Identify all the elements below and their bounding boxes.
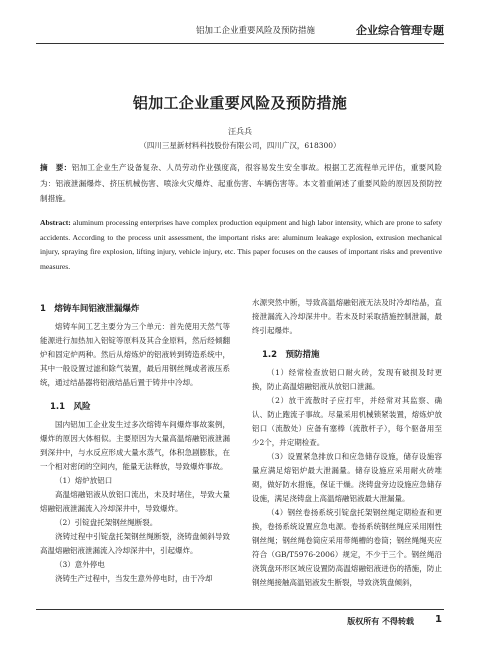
left-column bbox=[40, 296, 230, 586]
journal-section: 企业综合管理专题 bbox=[356, 24, 444, 37]
measure-1: （1）经常检查放铝口耐火砖，发现有破损及时更换，防止高温熔融铝液从放铝口泄漏。 bbox=[252, 368, 442, 391]
page-number: 1 bbox=[435, 614, 442, 625]
risk-item-1-text: 高温熔融铝液从放铝口流出，未及时堵住，导致大量熔融铝液泄漏流入冷却深井中，导致爆炸。 bbox=[40, 490, 230, 513]
abstract-cn-text: 铝加工企业生产设备复杂、人员劳动作业强度高，很容易发生安全事故。根据工艺流程单元评估，重要风险为：铝液泄漏爆炸、挤压机械伤害、喷涂火灾爆炸、起重伤害、车辆伤害等。本文着重阐述了重要风险的原因及预防控制措施。 bbox=[40, 163, 443, 203]
page-footer bbox=[36, 609, 444, 634]
measure-2: （2）放干流散时子应打牢，并经常对其监察、确认、防止跑流子事故。尽量采用机械锁紧装置，熔炼炉放铝口（流散处）应备有塞棒（流散杆子），每个驱备用至少2个，并定期检查。 bbox=[252, 396, 442, 447]
section-1-1-heading: 1.1 风险 bbox=[50, 402, 91, 412]
risk-item-1-title: （1）熔炉放铝口 bbox=[55, 476, 113, 485]
section-1-2-heading: 1.2 预防措施 bbox=[262, 350, 320, 360]
section-1-heading: 1 熔铸车间铝液泄漏爆炸 bbox=[40, 304, 140, 314]
risk-item-2-title: （2）引锭盘托架钢丝绳断裂。 bbox=[55, 518, 158, 527]
section-1-paragraph: 熔铸车间工艺主要分为三个单元：首先使用天然气等能源进行加热加入铝锭等原料及其合金原料，然后经倾翻炉和固定炉两种。然后从熔炼炉的铝液转到铸造系统中，其中一般设置过滤和除气装置，最后用钢丝绳或者液压系统，通过结晶器将铝液结晶后置于铸井中冷却。 bbox=[40, 322, 230, 387]
measure-3: （3）设置紧急排放口和应急储存设施，储存设施容量应满足熔铝炉最大泄漏量。储存设施应采用耐火砖堆砌，做好防水措施，保证干燥。浇铸盘旁边设施应急储存设施，满足浇铸盘上高温熔融铝液最大泄漏量。 bbox=[252, 452, 442, 503]
abstract-en-label: Abstract: bbox=[40, 218, 71, 227]
risk-item-3-title: （3）意外停电 bbox=[55, 560, 105, 569]
continued-paragraph: 水源突然中断，导致高温熔融铝液无法及时冷却结晶，直接泄漏流入冷却深井中。若未及时采取措施控制泄漏，最终引起爆炸。 bbox=[252, 298, 442, 335]
running-title: 铝加工企业重要风险及预防措施 bbox=[196, 26, 316, 36]
copyright-note: 版权所有 不得转载 bbox=[347, 617, 414, 626]
abstract-cn-label: 摘 要： bbox=[40, 163, 72, 172]
abstract-cn bbox=[40, 160, 442, 207]
right-column bbox=[252, 296, 442, 590]
section-1-1-paragraph: 国内铝加工企业发生过多次熔铸车间爆炸事故案例，爆炸的原因大体相似。主要原因为大量高温熔融铝液泄漏到深井中，与水反应形成大量水蒸气，体积急剧膨胀，在一个相对密闭的空间内，能量无法释放，导致爆炸事故。 bbox=[40, 420, 230, 471]
abstract-en-text: aluminum processing enterprises have complex production equipment and high labor intensity, which are prone to safety accidents. According to the process unit assessment, the important risks are: aluminum leakage explosion, extrusion mechanical injury, spraying fire explosion, lifting injury, vehicle injury, etc. This paper focuses on the causes of important risks and preventive measures. bbox=[40, 218, 442, 271]
article-title: 铝加工企业重要风险及预防措施 bbox=[132, 94, 348, 112]
article-affiliation: （四川三星新材料科技股份有限公司，四川广汉，618300） bbox=[139, 141, 341, 150]
article-author: 汪兵兵 bbox=[228, 127, 252, 136]
running-header bbox=[36, 21, 444, 44]
risk-item-3-text: 浇铸生产过程中，当发生意外停电时，由于冷却 bbox=[55, 574, 213, 583]
risk-item-2-text: 浇铸过程中引锭盘托架钢丝绳断裂，浇铸盘倾斜导致高温熔融铝液泄漏流入冷却深井中，引起爆炸。 bbox=[40, 532, 230, 555]
abstract-en bbox=[40, 216, 442, 274]
measure-4: （4）钢丝卷扬系统引锭盘托架钢丝绳定期检查和更换，卷扬系统设置应急电源。卷扬系统钢丝绳应采用刚性钢丝绳；钢丝绳卷筒应采用带绳槽的卷筒；钢丝绳绳夹应符合（GB/T5976-2006）规定，不少于三个。钢丝绳沿浇筑盘环形区域应设置防高温熔融铝液迸伤的措施，防止钢丝绳接触高温铝液发生断裂，导致浇筑盘倾斜， bbox=[252, 508, 442, 587]
